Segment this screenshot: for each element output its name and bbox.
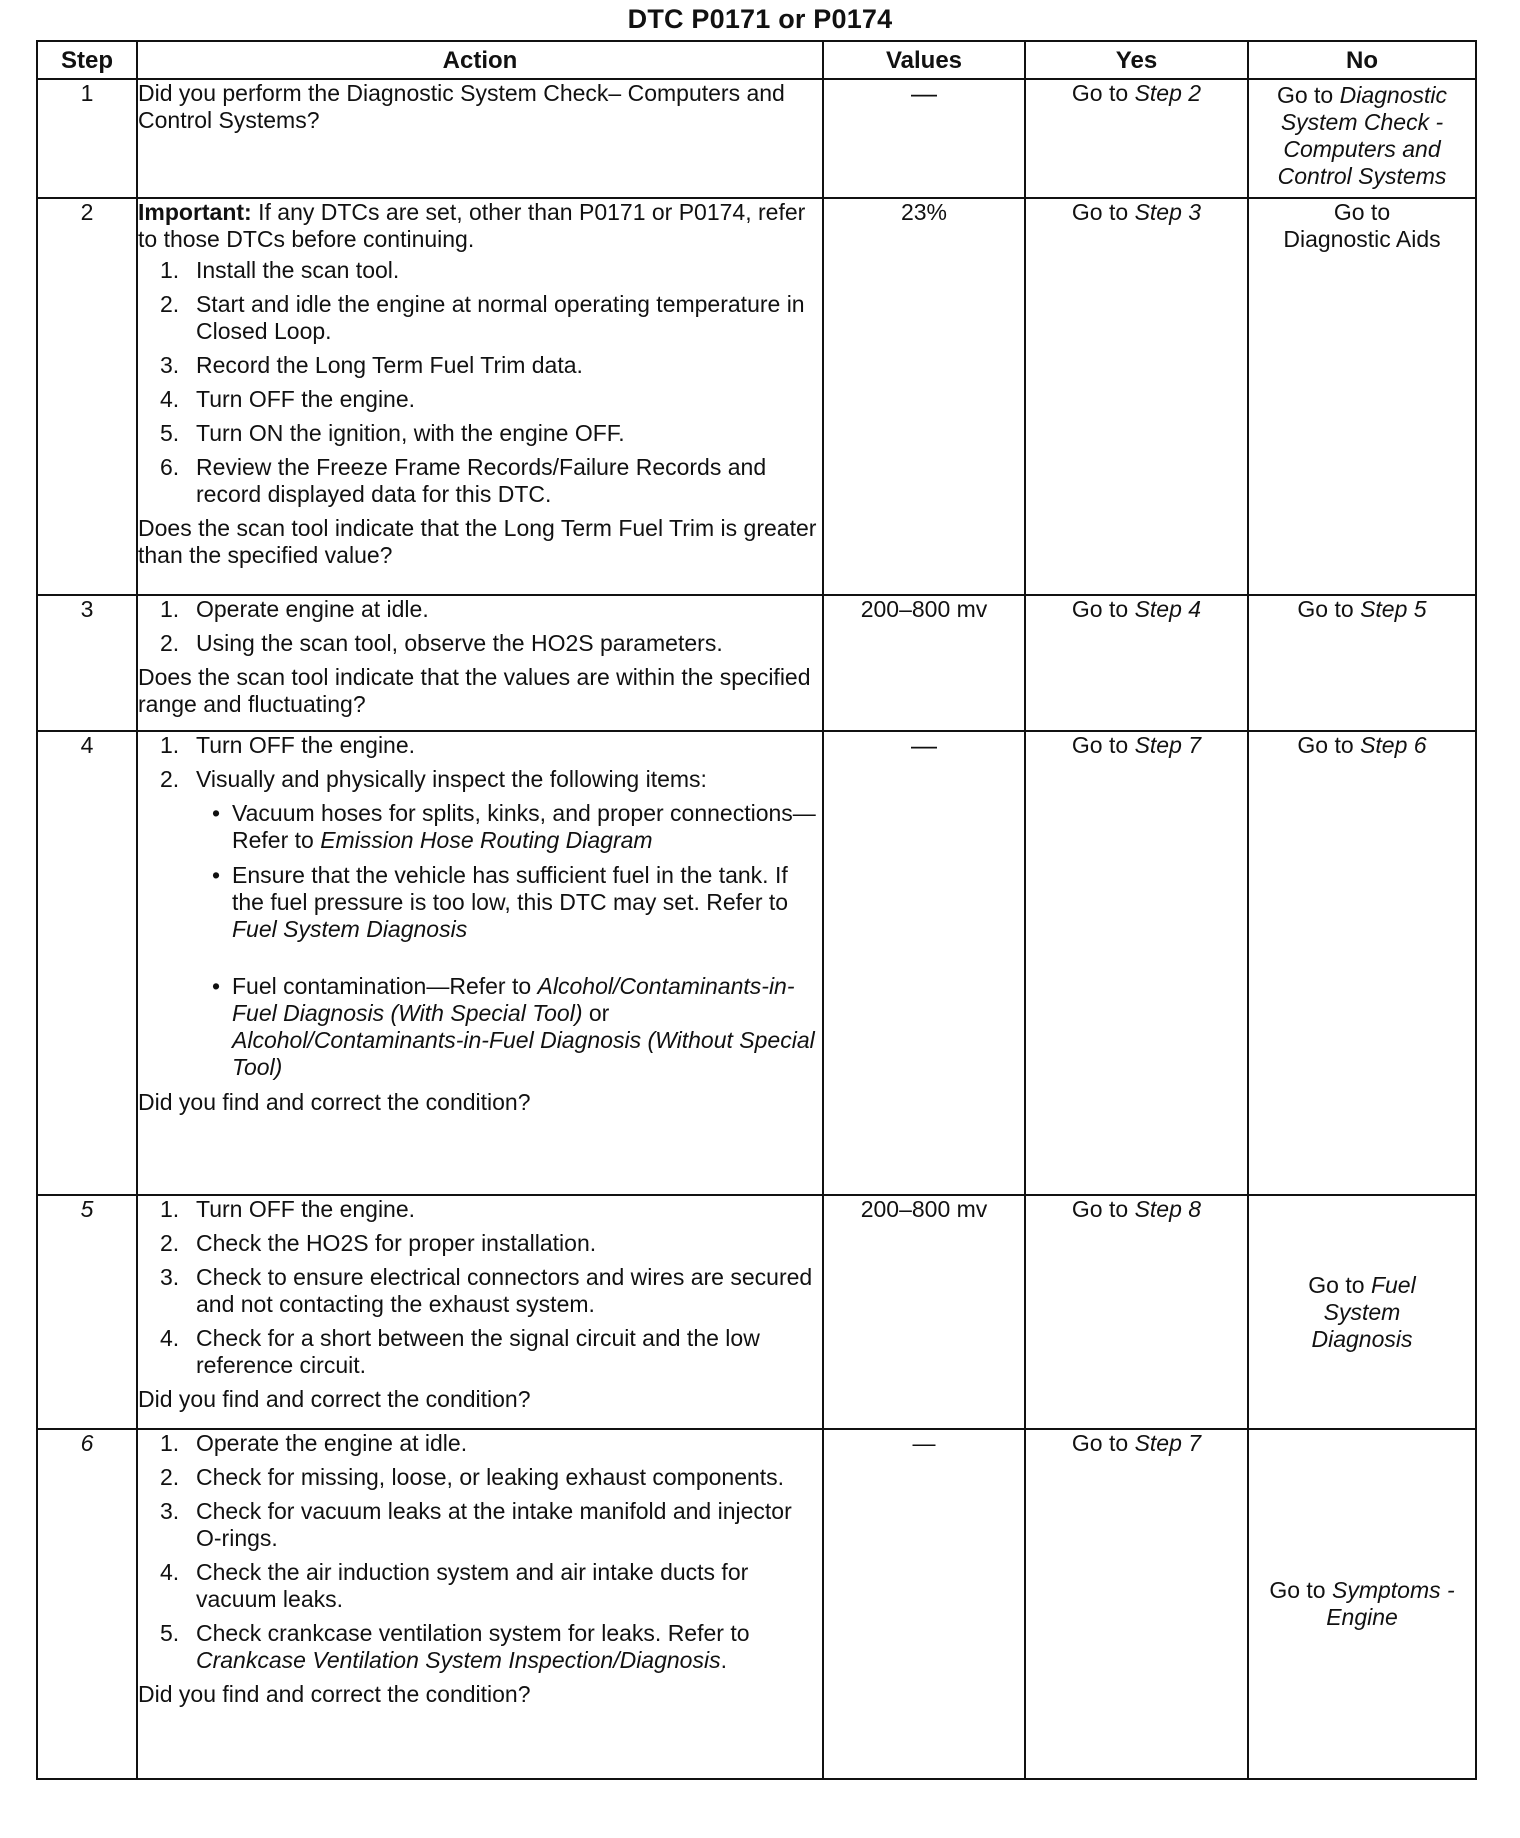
header-action: Action: [137, 41, 823, 79]
value-cell: [823, 1429, 1025, 1779]
value-cell: [823, 731, 1025, 1195]
action-cell: [137, 1429, 823, 1779]
value-cell: [823, 595, 1025, 731]
list-item: 3. Check for vacuum leaks at the intake manifold and injector O-rings.: [160, 1498, 792, 1551]
yes-prefix: Go to: [1071, 199, 1135, 225]
yes-link[interactable]: Step 7: [1134, 732, 1202, 758]
no-prefix: Go to: [1297, 732, 1361, 758]
value-cell: [823, 79, 1025, 198]
yes-cell: [1025, 1195, 1248, 1429]
list-item: 3. Record the Long Term Fuel Trim data.: [160, 352, 583, 378]
list-item: • Ensure that the vehicle has sufficient fuel in the tank. If the fuel pressure is too low, this DTC may set. Refer to Fuel System Diagnosis: [138, 862, 822, 943]
step-number: 4: [37, 731, 137, 1195]
list-item: 4. Turn OFF the engine.: [160, 386, 416, 412]
value-text: 23%: [900, 199, 948, 225]
no-line-1: Go to: [1333, 199, 1391, 225]
yes-link[interactable]: Step 4: [1134, 596, 1202, 622]
alcohol-with-tool-link[interactable]: Alcohol/Contaminants-in-Fuel Diagnosis (With Special Tool): [232, 973, 795, 1026]
important-label: Important:: [138, 199, 252, 225]
step-number: 5: [37, 1195, 137, 1429]
yes-link[interactable]: Step 2: [1134, 80, 1202, 106]
yes-prefix: Go to: [1071, 596, 1135, 622]
value-cell: [823, 1195, 1025, 1429]
diagnostic-table: [36, 40, 1477, 1780]
list-item: 1. Install the scan tool.: [160, 257, 400, 283]
list-item: 1. Turn OFF the engine.: [160, 1196, 416, 1222]
yes-prefix: Go to: [1071, 1196, 1135, 1222]
header-no: No: [1248, 41, 1476, 79]
header-row: [37, 41, 1476, 79]
value-cell: [823, 198, 1025, 595]
no-link[interactable]: Step 5: [1360, 596, 1427, 622]
list-item: 2. Check for missing, loose, or leaking exhaust components.: [160, 1464, 785, 1490]
list-item: 2. Visually and physically inspect the following items:: [160, 766, 707, 792]
no-cell: [1248, 1195, 1476, 1429]
procedure-list: [138, 732, 822, 793]
action-question: Does the scan tool indicate that the Long Term Fuel Trim is greater than the specified value?: [138, 515, 817, 568]
value-text: —: [911, 78, 937, 108]
list-item: 5. Turn ON the ignition, with the engine OFF.: [160, 420, 625, 446]
procedure-list: [138, 596, 822, 657]
no-prefix: Go to: [1297, 596, 1361, 622]
value-text: 200–800 mv: [860, 1196, 988, 1222]
action-text: Did you perform the Diagnostic System Check– Computers and Control Systems?: [138, 80, 785, 133]
list-item: 6. Review the Freeze Frame Records/Failure Records and record displayed data for this DTC.: [160, 454, 767, 507]
yes-cell: [1025, 595, 1248, 731]
yes-cell: [1025, 79, 1248, 198]
action-cell: [137, 731, 823, 1195]
no-prefix: Go to: [1276, 82, 1340, 108]
yes-link[interactable]: Step 3: [1134, 199, 1202, 225]
no-cell: [1248, 1429, 1476, 1779]
yes-link[interactable]: Step 8: [1134, 1196, 1202, 1222]
action-cell: [137, 1195, 823, 1429]
procedure-list: [138, 1430, 822, 1674]
no-cell: [1248, 79, 1476, 198]
list-item: • Fuel contamination—Refer to Alcohol/Contaminants-in-Fuel Diagnosis (With Special Tool) or Alcohol/Contaminants-in-Fuel Diagnosis (Without Special Tool): [138, 973, 822, 1081]
table-row: [37, 595, 1476, 731]
list-item: 2. Check the HO2S for proper installation.: [160, 1230, 597, 1256]
no-link[interactable]: Diagnostic System Check - Computers and Control Systems: [1277, 82, 1448, 189]
no-cell: [1248, 595, 1476, 731]
no-prefix: Go to: [1308, 1271, 1371, 1298]
document-title: DTC P0171 or P0174: [627, 4, 893, 34]
fuel-system-link[interactable]: Fuel System Diagnosis: [232, 916, 468, 942]
value-text: 200–800 mv: [860, 596, 988, 622]
procedure-list: [138, 257, 822, 508]
list-item: 5. Check crankcase ventilation system for leaks. Refer to Crankcase Ventilation System Inspection/Diagnosis.: [160, 1620, 750, 1673]
important-note: [138, 199, 822, 253]
action-question: Did you find and correct the condition?: [138, 1089, 531, 1115]
crankcase-ventilation-link[interactable]: Crankcase Ventilation System Inspection/Diagnosis: [196, 1647, 721, 1673]
table-row: [37, 198, 1476, 595]
yes-prefix: Go to: [1071, 1430, 1135, 1456]
no-link[interactable]: Symptoms - Engine: [1326, 1577, 1455, 1630]
value-text: —: [912, 1430, 936, 1456]
header-step: Step: [37, 41, 137, 79]
table-row: [37, 79, 1476, 198]
table-row: [37, 1195, 1476, 1429]
alcohol-without-tool-link[interactable]: Alcohol/Contaminants-in-Fuel Diagnosis (Without Special Tool): [232, 1027, 815, 1080]
value-text: —: [911, 730, 937, 760]
table-row: [37, 731, 1476, 1195]
no-link[interactable]: Step 6: [1360, 732, 1427, 758]
yes-prefix: Go to: [1071, 80, 1135, 106]
no-prefix: Go to: [1269, 1577, 1332, 1603]
list-item: 1. Turn OFF the engine.: [160, 732, 416, 758]
yes-cell: [1025, 731, 1248, 1195]
action-question: Does the scan tool indicate that the values are within the specified range and fluctuating?: [138, 664, 811, 717]
yes-cell: [1025, 1429, 1248, 1779]
no-link[interactable]: Diagnostic Aids: [1283, 226, 1441, 252]
step-number: 6: [37, 1429, 137, 1779]
emission-hose-link[interactable]: Emission Hose Routing Diagram: [320, 827, 653, 853]
table-row: [37, 1429, 1476, 1779]
action-cell: [137, 595, 823, 731]
inspection-list: [138, 800, 822, 1081]
action-question: Did you find and correct the condition?: [138, 1386, 531, 1412]
action-cell: [137, 198, 823, 595]
procedure-list: [138, 1196, 822, 1379]
list-item: 3. Check to ensure electrical connectors and wires are secured and not contacting the exhaust system.: [160, 1264, 813, 1317]
list-item: 1. Operate the engine at idle.: [160, 1430, 468, 1456]
header-yes: Yes: [1025, 41, 1248, 79]
list-item: • Vacuum hoses for splits, kinks, and proper connections—Refer to Emission Hose Routing Diagram: [138, 800, 822, 854]
yes-link[interactable]: Step 7: [1134, 1430, 1202, 1456]
no-cell: [1248, 731, 1476, 1195]
step-number: 3: [37, 595, 137, 731]
yes-cell: [1025, 198, 1248, 595]
no-cell: [1248, 198, 1476, 595]
action-question: Did you find and correct the condition?: [138, 1681, 531, 1707]
list-item: 4. Check the air induction system and air intake ducts for vacuum leaks.: [160, 1559, 749, 1612]
important-text: If any DTCs are set, other than P0171 or P0174, refer to those DTCs before continuing.: [138, 199, 806, 252]
list-item: 1. Operate engine at idle.: [160, 596, 429, 622]
no-link[interactable]: Fuel System Diagnosis: [1311, 1271, 1416, 1352]
list-item: 2. Using the scan tool, observe the HO2S parameters.: [160, 630, 723, 656]
action-cell: [137, 79, 823, 198]
step-number: 1: [37, 79, 137, 198]
list-item: 2. Start and idle the engine at normal operating temperature in Closed Loop.: [160, 291, 805, 344]
header-values: Values: [823, 41, 1025, 79]
yes-prefix: Go to: [1071, 732, 1135, 758]
list-item: 4. Check for a short between the signal circuit and the low reference circuit.: [160, 1325, 760, 1378]
step-number: 2: [37, 198, 137, 595]
